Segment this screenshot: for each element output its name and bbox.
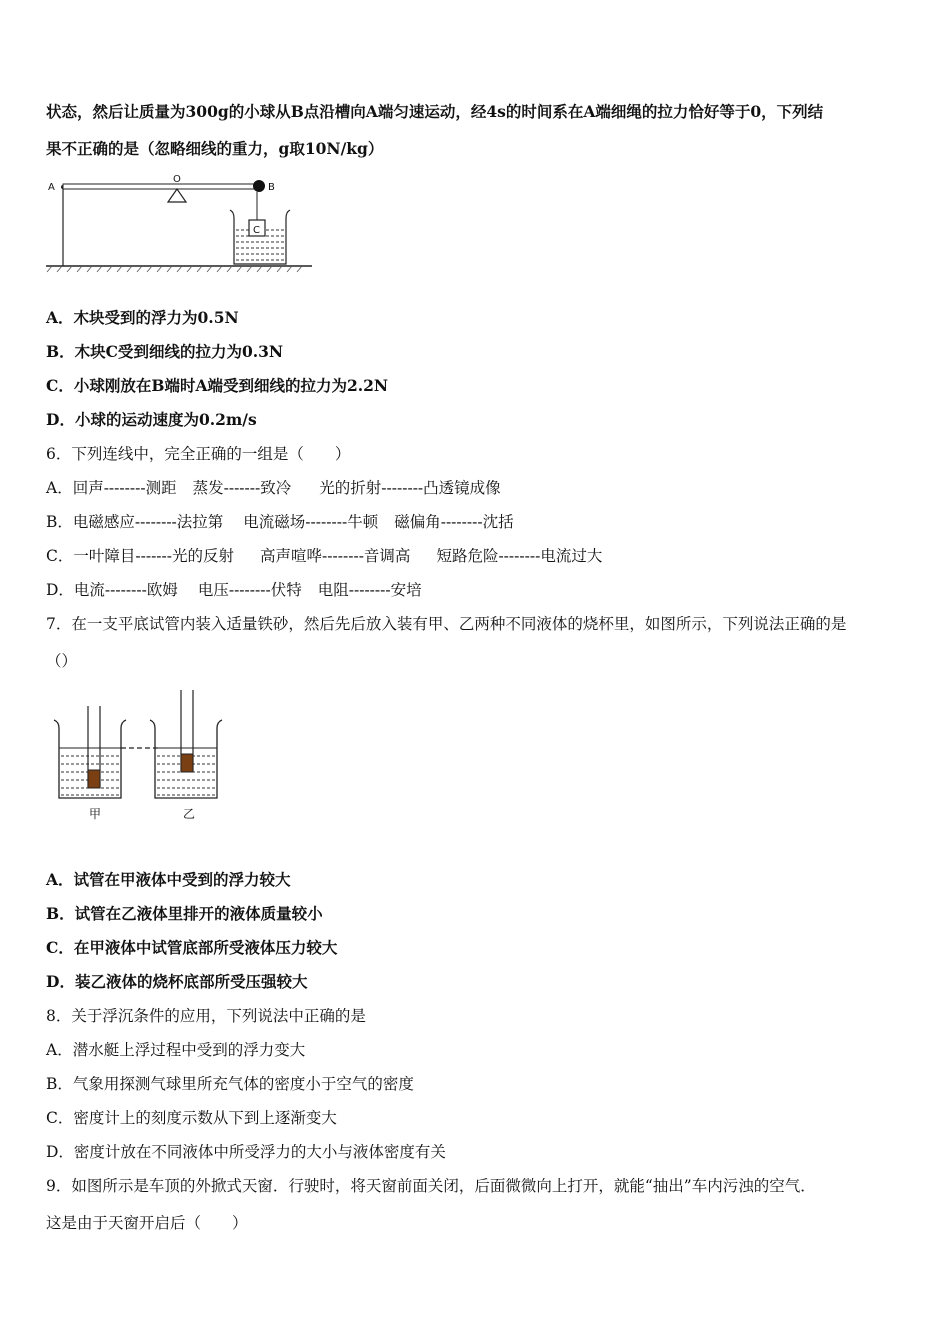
q6-b-part2: 电流磁场--------牛顿 xyxy=(243,513,379,531)
q8-stem: 8．关于浮沉条件的应用，下列说法中正确的是 xyxy=(46,1007,366,1025)
q6-a-part2: 蒸发-------致冷 xyxy=(192,479,292,497)
q7-option-b: B．试管在乙液体里排开的液体质量较小 xyxy=(46,904,323,923)
q6-option-d xyxy=(46,580,422,600)
q7-option-c: C．在甲液体中试管底部所受液体压力较大 xyxy=(46,938,338,957)
label-a: A xyxy=(48,182,55,193)
q7-option-d: D．装乙液体的烧杯底部所受压强较大 xyxy=(46,972,308,991)
q5-option-b: B．木块C受到细线的拉力为0.3N xyxy=(46,342,284,361)
label-b: B xyxy=(268,182,275,193)
q6-d-part3: 电阻--------安培 xyxy=(317,581,422,599)
test-tube-figure xyxy=(48,684,238,824)
q5-option-d: D．小球的运动速度为0.2m/s xyxy=(46,410,257,429)
q7-option-a: A．试管在甲液体中受到的浮力较大 xyxy=(46,870,291,889)
label-jia: 甲 xyxy=(89,807,102,821)
q8-option-b: B．气象用探测气球里所充气体的密度小于空气的密度 xyxy=(46,1075,414,1093)
q7-stem-line2: （） xyxy=(46,652,78,670)
q6-c-part2: 高声喧哗--------音调高 xyxy=(260,547,411,565)
q6-c-part1: C．一叶障目-------光的反射 xyxy=(46,547,235,565)
q7-stem-line1: 7．在一支平底试管内装入适量铁砂，然后先后放入装有甲、乙两种不同液体的烧杯里，如图所示，下列说法正确的是 xyxy=(46,615,847,633)
label-yi: 乙 xyxy=(183,807,196,821)
q6-option-b xyxy=(46,512,514,532)
q8-option-a: A．潜水艇上浮过程中受到的浮力变大 xyxy=(46,1041,306,1059)
q5-stem-line1: 状态，然后让质量为300g的小球从B点沿槽向A端匀速运动，经4s的时间系在A端细绳的拉力恰好等于0，下列结 xyxy=(46,102,824,121)
q6-d-part2: 电压--------伏特 xyxy=(197,581,302,599)
q5-option-a: A．木块受到的浮力为0.5N xyxy=(46,308,239,327)
q6-stem: 6．下列连线中，完全正确的一组是（ ） xyxy=(46,445,351,463)
q6-option-c xyxy=(46,546,602,566)
q5-option-c: C．小球刚放在B端时A端受到细线的拉力为2.2N xyxy=(46,376,389,395)
label-o: O xyxy=(173,174,181,185)
q9-stem-line1: 9．如图所示是车顶的外掀式天窗．行驶时，将天窗前面关闭，后面微微向上打开，就能“抽出”车内污浊的空气． xyxy=(46,1177,816,1195)
lever-figure xyxy=(44,172,324,276)
q6-d-part1: D．电流--------欧姆 xyxy=(46,581,178,599)
q5-stem-line2: 果不正确的是（忽略细线的重力，g取10N/kg） xyxy=(46,139,384,158)
q6-b-part3: 磁偏角--------沈括 xyxy=(394,513,514,531)
label-c: C xyxy=(253,225,260,236)
q8-option-c: C．密度计上的刻度示数从下到上逐渐变大 xyxy=(46,1109,337,1127)
q6-a-part1: A．回声--------测距 xyxy=(46,479,177,497)
q9-stem-line2: 这是由于天窗开启后（ ） xyxy=(46,1214,248,1232)
q8-option-d: D．密度计放在不同液体中所受浮力的大小与液体密度有关 xyxy=(46,1143,446,1161)
q6-option-a xyxy=(46,478,501,498)
q6-b-part1: B．电磁感应--------法拉第 xyxy=(46,513,224,531)
q6-a-part3: 光的折射--------凸透镜成像 xyxy=(319,479,501,497)
q6-c-part3: 短路危险--------电流过大 xyxy=(436,547,603,565)
